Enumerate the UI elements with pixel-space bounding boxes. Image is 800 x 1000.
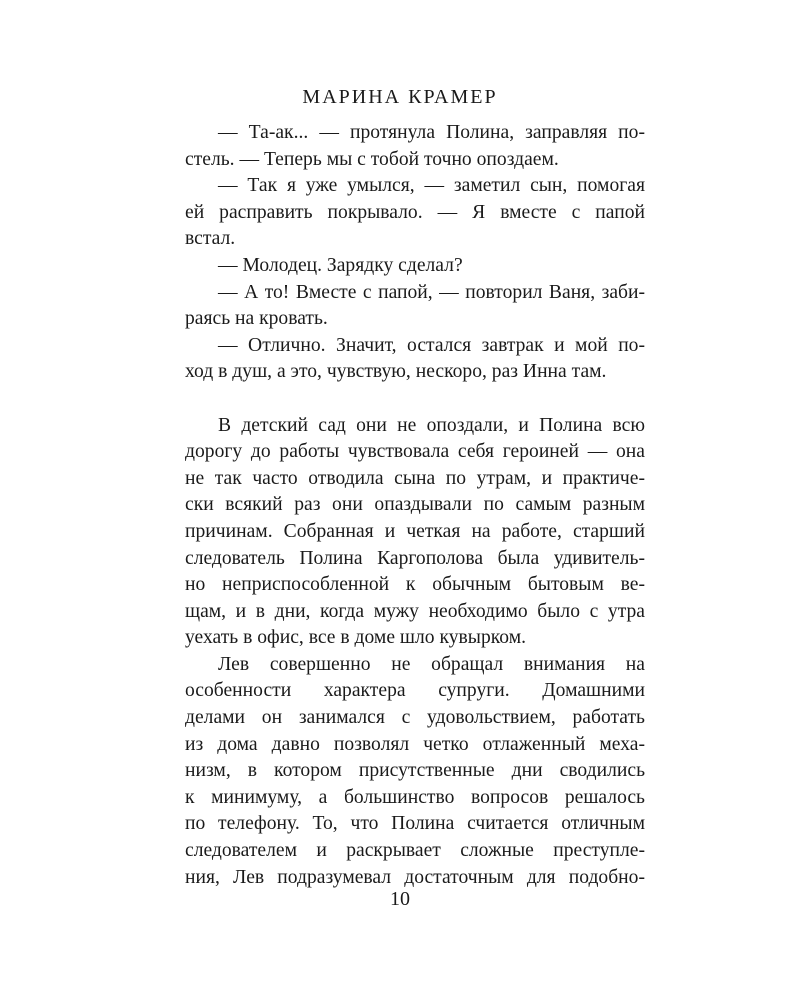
text-line: ход в душ, а это, чувствую, нескоро, раз Инна там. bbox=[185, 361, 607, 383]
text-line: к минимуму, а большинство вопросов решалось bbox=[185, 786, 645, 808]
text-line: стель. — Теперь мы с тобой точно опоздаем. bbox=[185, 148, 559, 170]
text-line: щам, и в дни, когда мужу необходимо было с утра bbox=[185, 600, 645, 622]
text-line: дорогу до работы чувствовала себя героиней — она bbox=[185, 441, 645, 463]
text-line: ей расправить покрывало. — Я вместе с папой bbox=[185, 201, 645, 223]
text-line: причинам. Собранная и четкая на работе, старший bbox=[185, 520, 645, 542]
text-line: следователь Полина Каргополова была удивитель- bbox=[185, 547, 645, 569]
page-number: 10 bbox=[390, 888, 410, 910]
dialogue-paragraph bbox=[185, 253, 645, 280]
text-line: встал. bbox=[185, 228, 236, 250]
dialogue-paragraph bbox=[185, 333, 645, 386]
dialogue-paragraph bbox=[185, 280, 645, 333]
body-text bbox=[185, 120, 645, 891]
text-line: делами он занимался с удовольствием, работать bbox=[185, 707, 645, 729]
text-line: но неприспособленной к обычным бытовым ве- bbox=[185, 574, 645, 596]
text-line: ния, Лев подразумевал достаточным для подобно- bbox=[185, 866, 645, 888]
text-line: по телефону. То, что Полина считается отличным bbox=[185, 813, 645, 835]
text-line: — Так я уже умылся, — заметил сын, помогая bbox=[218, 175, 645, 197]
text-line: из дома давно позволял четко отлаженный меха- bbox=[185, 733, 645, 755]
text-line: следователем и раскрывает сложные преступле- bbox=[185, 840, 645, 862]
text-line: ски всякий раз они опаздывали по самым разным bbox=[185, 494, 645, 516]
narrative-paragraph bbox=[185, 413, 645, 652]
text-line: — А то! Вместе с папой, — повторил Ваня, заби- bbox=[218, 281, 645, 303]
text-line: особенности характера супруги. Домашними bbox=[185, 680, 645, 702]
running-head-author: МАРИНА КРАМЕР bbox=[302, 86, 498, 108]
text-line: — Молодец. Зарядку сделал? bbox=[218, 254, 463, 276]
text-line: раясь на кровать. bbox=[185, 308, 328, 330]
text-line: низм, в котором присутственные дни сводились bbox=[185, 760, 645, 782]
text-line: не так часто отводила сына по утрам, и практиче- bbox=[185, 467, 645, 489]
text-line: Лев совершенно не обращал внимания на bbox=[218, 653, 645, 675]
dialogue-paragraph bbox=[185, 173, 645, 253]
narrative-paragraph bbox=[185, 652, 645, 891]
dialogue-paragraph bbox=[185, 120, 645, 173]
text-line: В детский сад они не опоздали, и Полина всю bbox=[218, 414, 645, 436]
text-line: — Отлично. Значит, остался завтрак и мой по- bbox=[218, 334, 645, 356]
text-line: — Та-ак... — протянула Полина, заправляя по- bbox=[218, 122, 645, 143]
section-break bbox=[185, 386, 645, 413]
text-line: уехать в офис, все в доме шло кувырком. bbox=[185, 627, 526, 649]
